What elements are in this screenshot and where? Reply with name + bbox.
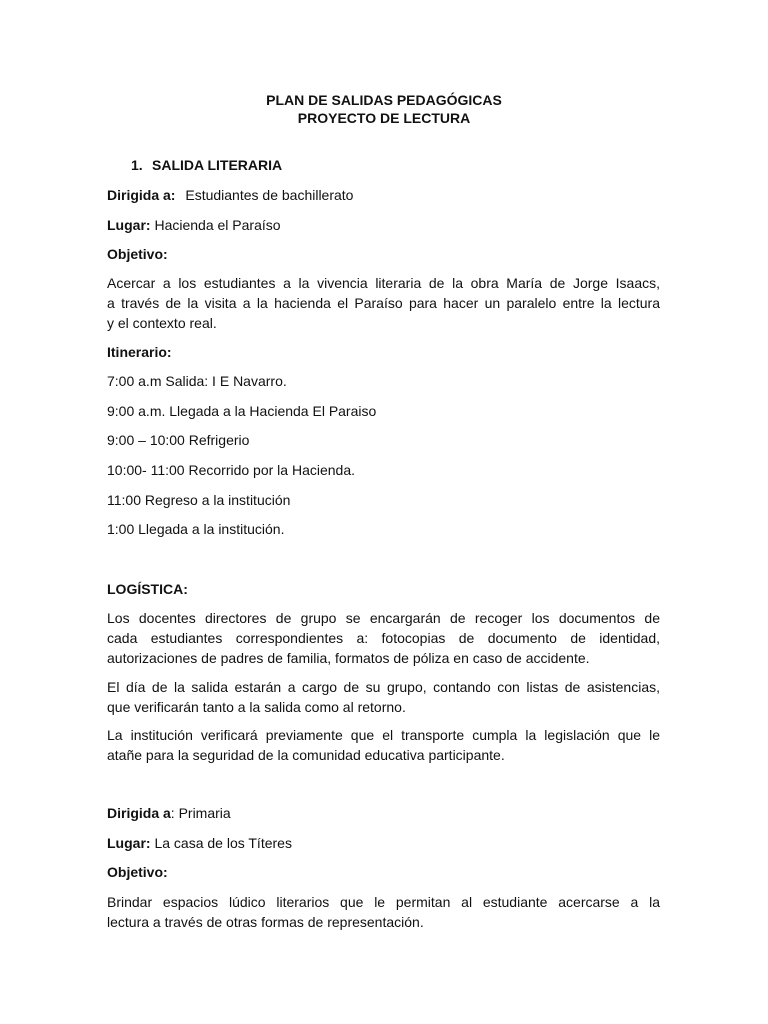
dirigida-label: Dirigida a: xyxy=(107,187,176,203)
lugar-label: Lugar: xyxy=(107,835,151,851)
paragraph-line: cada estudiantes correspondientes a: fotocopias de documento de identidad, xyxy=(107,630,660,646)
paragraph-line: atañe para la seguridad de la comunidad educativa participante. xyxy=(107,747,505,763)
document-title: PLAN DE SALIDAS PEDAGÓGICAS xyxy=(266,92,502,108)
dirigida-label: Dirigida a xyxy=(107,805,171,821)
logistica-paragraph-1 xyxy=(107,608,660,668)
objetivo-paragraph xyxy=(107,273,660,333)
section-heading: SALIDA LITERARIA xyxy=(152,157,283,173)
dirigida-value: Estudiantes de bachillerato xyxy=(185,187,354,203)
logistica-paragraph-2 xyxy=(107,677,660,717)
paragraph-line: autorizaciones de padres de familia, formatos de póliza en caso de accidente. xyxy=(107,650,590,666)
paragraph-line: lectura a través de otras formas de representación. xyxy=(107,914,424,930)
dirigida-row-2 xyxy=(107,803,231,823)
itinerario-item: 1:00 Llegada a la institución. xyxy=(107,521,285,537)
objetivo-label-2: Objetivo: xyxy=(107,864,168,880)
paragraph-line: que verificarán tanto a la salida como al retorno. xyxy=(107,699,406,715)
objetivo-label: Objetivo: xyxy=(107,246,168,262)
itinerario-label: Itinerario: xyxy=(107,344,172,360)
itinerario-item: 9:00 – 10:00 Refrigerio xyxy=(107,432,250,448)
paragraph-line: Brindar espacios lúdico literarios que le permitan al estudiante acercarse a la xyxy=(107,894,660,910)
itinerario-item: 9:00 a.m. Llegada a la Hacienda El Paraiso xyxy=(107,403,377,419)
lugar-row xyxy=(107,215,281,235)
lugar-value: Hacienda el Paraíso xyxy=(154,217,281,233)
paragraph-line: La institución verificará previamente que el transporte cumpla la legislación que le xyxy=(107,727,660,743)
paragraph-line: El día de la salida estarán a cargo de su grupo, contando con listas de asistencias, xyxy=(107,679,660,695)
lugar-label: Lugar: xyxy=(107,217,151,233)
itinerario-item: 7:00 a.m Salida: I E Navarro. xyxy=(107,373,287,389)
section-number: 1. xyxy=(131,157,143,173)
logistica-heading: LOGÍSTICA: xyxy=(107,581,188,597)
dirigida-value: : Primaria xyxy=(170,805,231,821)
itinerario-item: 10:00- 11:00 Recorrido por la Hacienda. xyxy=(107,462,356,478)
logistica-paragraph-3 xyxy=(107,725,660,765)
lugar-row-2 xyxy=(107,833,292,853)
itinerario-item: 11:00 Regreso a la institución xyxy=(107,492,291,508)
objetivo-line: y el contexto real. xyxy=(107,315,217,331)
objetivo-line: a través de la visita a la hacienda el Paraíso para hacer un paralelo entre la lectura xyxy=(107,295,660,311)
paragraph-line: Los docentes directores de grupo se encargarán de recoger los documentos de xyxy=(107,610,660,626)
objetivo-line: Acercar a los estudiantes a la vivencia literaria de la obra María de Jorge Isaacs, xyxy=(107,275,660,291)
objetivo-paragraph-2 xyxy=(107,892,660,932)
lugar-value: La casa de los Títeres xyxy=(154,835,292,851)
document-subtitle: PROYECTO DE LECTURA xyxy=(297,110,471,126)
dirigida-row xyxy=(107,185,353,205)
